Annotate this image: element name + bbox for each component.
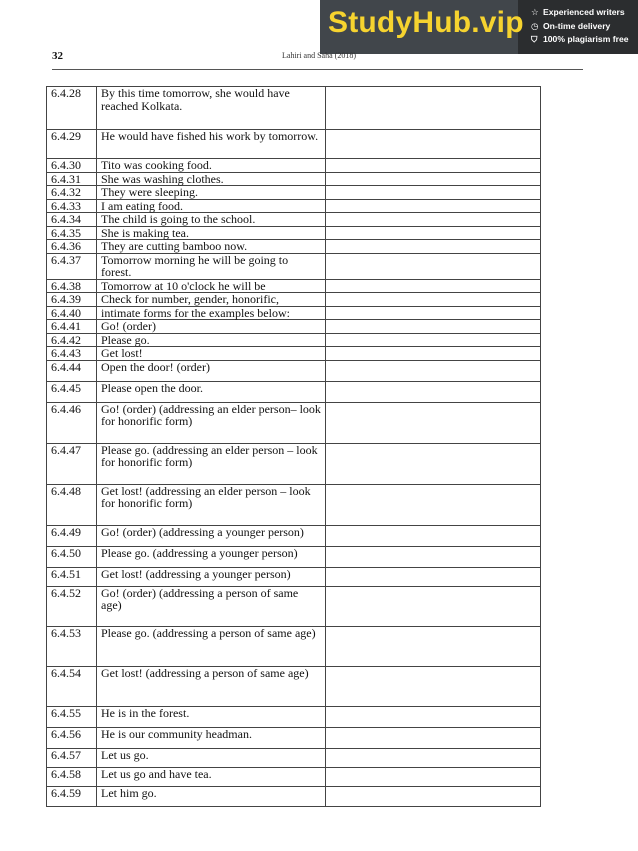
table-row	[47, 306, 541, 320]
sentence-text: Get lost!	[97, 347, 326, 361]
answer-cell[interactable]	[326, 626, 541, 666]
item-number: 6.4.58	[47, 767, 97, 786]
sentence-text: Open the door! (order)	[97, 360, 326, 381]
sentence-text: Get lost! (addressing an elder person – look for honorific form)	[97, 484, 326, 525]
answer-cell[interactable]	[326, 293, 541, 307]
table-row	[47, 240, 541, 254]
feature-label: On-time delivery	[543, 20, 611, 31]
table-row	[47, 546, 541, 567]
table-row	[47, 767, 541, 786]
table-row	[47, 748, 541, 767]
sentence-text: Tomorrow morning he will be going to forest.	[97, 253, 326, 279]
sentence-text: Let us go and have tea.	[97, 767, 326, 786]
table-row	[47, 186, 541, 200]
sentence-text: They are cutting bamboo now.	[97, 240, 326, 254]
item-number: 6.4.51	[47, 567, 97, 586]
sentence-text: Please go. (addressing an elder person – look for honorific form)	[97, 443, 326, 484]
answer-cell[interactable]	[326, 213, 541, 227]
table-row	[47, 320, 541, 334]
answer-cell[interactable]	[326, 706, 541, 727]
item-number: 6.4.39	[47, 293, 97, 307]
table-row	[47, 484, 541, 525]
item-number: 6.4.33	[47, 199, 97, 213]
sentence-text: The child is going to the school.	[97, 213, 326, 227]
sentence-text: Let us go.	[97, 748, 326, 767]
answer-cell[interactable]	[326, 130, 541, 159]
answer-cell[interactable]	[326, 199, 541, 213]
sentence-text: She was washing clothes.	[97, 172, 326, 186]
item-number: 6.4.50	[47, 546, 97, 567]
sentence-text: Please go. (addressing a younger person)	[97, 546, 326, 567]
item-number: 6.4.53	[47, 626, 97, 666]
answer-cell[interactable]	[326, 381, 541, 402]
sentence-text: Go! (order) (addressing a person of same age)	[97, 586, 326, 626]
table-row	[47, 130, 541, 159]
sentence-text: By this time tomorrow, she would have reached Kolkata.	[97, 87, 326, 130]
answer-cell[interactable]	[326, 767, 541, 786]
answer-cell[interactable]	[326, 159, 541, 173]
answer-cell[interactable]	[326, 546, 541, 567]
table-row	[47, 567, 541, 586]
feature-item	[531, 20, 629, 34]
table-row	[47, 213, 541, 227]
table-row	[47, 347, 541, 361]
table-row	[47, 727, 541, 748]
feature-label: 100% plagiarism free	[543, 34, 629, 44]
answer-cell[interactable]	[326, 87, 541, 130]
sentence-text: Get lost! (addressing a younger person)	[97, 567, 326, 586]
answer-cell[interactable]	[326, 525, 541, 546]
sentence-text: He is our community headman.	[97, 727, 326, 748]
answer-cell[interactable]	[326, 567, 541, 586]
item-number: 6.4.54	[47, 666, 97, 706]
ad-banner[interactable]	[320, 0, 638, 54]
item-number: 6.4.40	[47, 306, 97, 320]
feature-label: Experienced writers	[543, 7, 625, 17]
table-row	[47, 706, 541, 727]
item-number: 6.4.38	[47, 279, 97, 293]
feature-item	[531, 33, 629, 47]
header-divider	[52, 69, 583, 70]
item-number: 6.4.35	[47, 226, 97, 240]
item-number: 6.4.59	[47, 786, 97, 806]
item-number: 6.4.43	[47, 347, 97, 361]
answer-cell[interactable]	[326, 360, 541, 381]
table-row	[47, 666, 541, 706]
answer-cell[interactable]	[326, 402, 541, 443]
sentence-text: They were sleeping.	[97, 186, 326, 200]
clock-icon: ◷	[531, 20, 539, 31]
answer-cell[interactable]	[326, 279, 541, 293]
sentence-text: intimate forms for the examples below:	[97, 306, 326, 320]
answer-cell[interactable]	[326, 484, 541, 525]
sentence-text: He would have fished his work by tomorrow.	[97, 130, 326, 159]
table-row	[47, 87, 541, 130]
star-icon: ☆	[531, 7, 539, 17]
sentence-text: Tomorrow at 10 o'clock he will be	[97, 279, 326, 293]
item-number: 6.4.57	[47, 748, 97, 767]
answer-cell[interactable]	[326, 748, 541, 767]
answer-cell[interactable]	[326, 320, 541, 334]
table-row	[47, 293, 541, 307]
page-number: 32	[52, 50, 63, 62]
table-row	[47, 402, 541, 443]
item-number: 6.4.44	[47, 360, 97, 381]
sentence-text: He is in the forest.	[97, 706, 326, 727]
table-row	[47, 172, 541, 186]
sentence-text: Go! (order) (addressing a younger person)	[97, 525, 326, 546]
answer-cell[interactable]	[326, 240, 541, 254]
sentence-text: Tito was cooking food.	[97, 159, 326, 173]
table-row	[47, 226, 541, 240]
sentence-text: Get lost! (addressing a person of same age)	[97, 666, 326, 706]
answer-cell[interactable]	[326, 727, 541, 748]
table-row	[47, 159, 541, 173]
answer-cell[interactable]	[326, 443, 541, 484]
item-number: 6.4.37	[47, 253, 97, 279]
item-number: 6.4.31	[47, 172, 97, 186]
item-number: 6.4.46	[47, 402, 97, 443]
item-number: 6.4.28	[47, 87, 97, 130]
sentence-text: Go! (order)	[97, 320, 326, 334]
answer-cell[interactable]	[326, 306, 541, 320]
sentence-text: Go! (order) (addressing an elder person– look for honorific form)	[97, 402, 326, 443]
item-number: 6.4.34	[47, 213, 97, 227]
answer-cell[interactable]	[326, 333, 541, 347]
answer-cell[interactable]	[326, 253, 541, 279]
item-number: 6.4.52	[47, 586, 97, 626]
table-row	[47, 199, 541, 213]
table-row	[47, 360, 541, 381]
sentence-text: Please go. (addressing a person of same age)	[97, 626, 326, 666]
sentence-text: Check for number, gender, honorific,	[97, 293, 326, 307]
studyhub-logo[interactable]: StudyHub.vip	[328, 6, 524, 39]
exercise-table	[46, 86, 541, 807]
item-number: 6.4.45	[47, 381, 97, 402]
answer-cell[interactable]	[326, 666, 541, 706]
item-number: 6.4.55	[47, 706, 97, 727]
feature-list	[531, 6, 629, 47]
table-row	[47, 443, 541, 484]
item-number: 6.4.41	[47, 320, 97, 334]
feature-item	[531, 6, 629, 20]
answer-cell[interactable]	[326, 226, 541, 240]
item-number: 6.4.49	[47, 525, 97, 546]
item-number: 6.4.56	[47, 727, 97, 748]
logo-box	[320, 0, 524, 54]
table-row	[47, 525, 541, 546]
table-row	[47, 626, 541, 666]
table-row	[47, 786, 541, 806]
table-row	[47, 253, 541, 279]
item-number: 6.4.36	[47, 240, 97, 254]
answer-cell[interactable]	[326, 186, 541, 200]
item-number: 6.4.32	[47, 186, 97, 200]
sentence-text: I am eating food.	[97, 199, 326, 213]
table-row	[47, 381, 541, 402]
shield-icon: ⛉	[531, 34, 538, 44]
item-number: 6.4.29	[47, 130, 97, 159]
answer-cell[interactable]	[326, 347, 541, 361]
sentence-text: Please go.	[97, 333, 326, 347]
sentence-text: She is making tea.	[97, 226, 326, 240]
sentence-text: Please open the door.	[97, 381, 326, 402]
answer-cell[interactable]	[326, 586, 541, 626]
item-number: 6.4.30	[47, 159, 97, 173]
table-row	[47, 333, 541, 347]
table-row	[47, 586, 541, 626]
sentence-text: Let him go.	[97, 786, 326, 806]
item-number: 6.4.48	[47, 484, 97, 525]
running-header-citation: Lahiri and Saha (2018)	[282, 51, 356, 60]
item-number: 6.4.42	[47, 333, 97, 347]
answer-cell[interactable]	[326, 172, 541, 186]
table-row	[47, 279, 541, 293]
item-number: 6.4.47	[47, 443, 97, 484]
answer-cell[interactable]	[326, 786, 541, 806]
